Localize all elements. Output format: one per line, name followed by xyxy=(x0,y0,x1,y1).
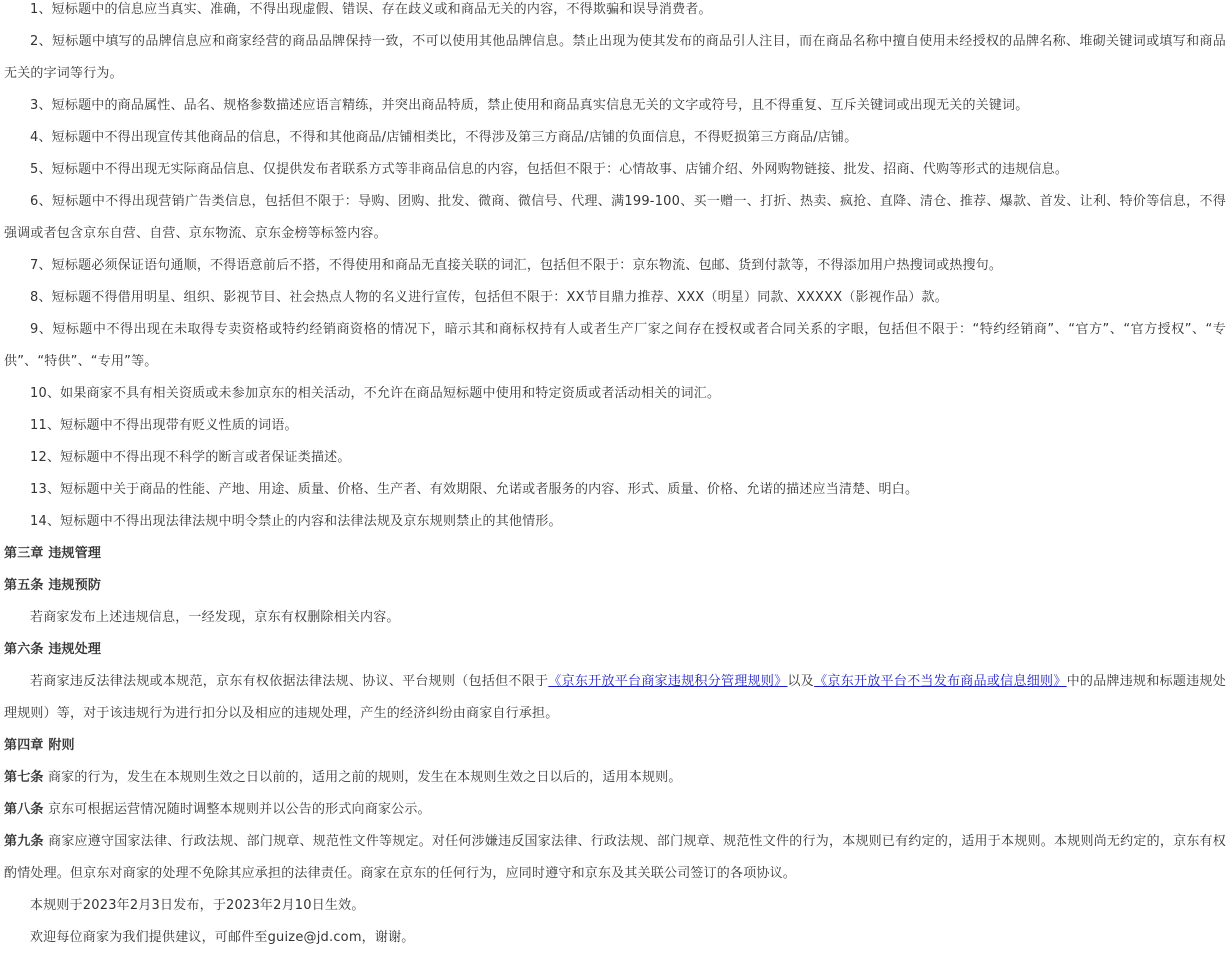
article-8-label: 第八条 xyxy=(4,802,44,817)
chapter-4-heading: 第四章 附则 xyxy=(4,738,75,753)
rule-item-2: 2、短标题中填写的品牌信息应和商家经营的商品品牌保持一致，不可以使用其他品牌信息。禁止出现为使其发布的商品引人注目，而在商品名称中擅自使用未经授权的品牌名称、堆砌关键词或填写和商品无关的字词等行为。 xyxy=(4,34,1226,81)
rule-item-13: 13、短标题中关于商品的性能、产地、用途、质量、价格、生产者、有效期限、允诺或者服务的内容、形式、质量、价格、允诺的描述应当清楚、明白。 xyxy=(30,482,919,497)
article-7-label: 第七条 xyxy=(4,770,44,785)
article-7-text: 商家的行为，发生在本规则生效之日以前的，适用之前的规则，发生在本规则生效之日以后的，适用本规则。 xyxy=(43,770,682,785)
article-5-text: 若商家发布上述违规信息，一经发现，京东有权删除相关内容。 xyxy=(30,610,400,625)
article-8-text: 京东可根据运营情况随时调整本规则并以公告的形式向商家公示。 xyxy=(43,802,431,817)
improper-listing-rules-link[interactable]: 《京东开放平台不当发布商品或信息细则》 xyxy=(814,674,1067,689)
chapter-3-heading: 第三章 违规管理 xyxy=(4,546,102,561)
article-5-heading: 第五条 违规预防 xyxy=(4,578,102,593)
rule-item-5: 5、短标题中不得出现无实际商品信息、仅提供发布者联系方式等非商品信息的内容，包括但不限于：心情故事、店铺介绍、外网购物链接、批发、招商、代购等形式的违规信息。 xyxy=(30,162,1069,177)
violation-points-rules-link[interactable]: 《京东开放平台商家违规积分管理规则》 xyxy=(548,674,788,689)
rule-item-6: 6、短标题中不得出现营销广告类信息，包括但不限于：导购、团购、批发、微商、微信号、代理、满199-100、买一赠一、打折、热卖、疯抢、直降、清仓、推荐、爆款、首发、让利、特价等信息，不得强调或者包含京东自营、自营、京东物流、京东金榜等标签内容。 xyxy=(4,194,1226,241)
article-6-heading: 第六条 违规处理 xyxy=(4,642,102,657)
rule-item-10: 10、如果商家不具有相关资质或未参加京东的相关活动，不允许在商品短标题中使用和特定资质或者活动相关的词汇。 xyxy=(30,386,721,401)
rule-item-3: 3、短标题中的商品属性、品名、规格参数描述应语言精练，并突出商品特质，禁止使用和商品真实信息无关的文字或符号，且不得重复、互斥关键词或出现无关的关键词。 xyxy=(30,98,1029,113)
article-6-text xyxy=(4,666,1226,730)
article-6-text-end: 中的品牌违规和标题违规处理规则）等，对于该违规行为进行扣分以及相应的违规处理，产生的经济纠纷由商家自行承担。 xyxy=(4,674,1226,721)
rule-item-1: 1、短标题中的信息应当真实、准确，不得出现虚假、错误、存在歧义或和商品无关的内容，不得欺骗和误导消费者。 xyxy=(30,2,712,17)
rules-document xyxy=(4,0,1226,954)
article-7-paragraph xyxy=(4,762,1226,794)
article-9-label: 第九条 xyxy=(4,834,44,849)
article-6-text-and: 以及 xyxy=(787,674,815,689)
article-9-text: 商家应遵守国家法律、行政法规、部门规章、规范性文件等规定。对任何涉嫌违反国家法律、行政法规、部门规章、规范性文件的行为，本规则已有约定的，适用于本规则。本规则尚无约定的，京东有权酌情处理。但京东对商家的处理不免除其应承担的法律责任。商家在京东的任何行为，应同时遵守和京东及其关联公司签订的各项协议。 xyxy=(4,834,1226,881)
article-9-paragraph xyxy=(4,826,1226,890)
rule-item-14: 14、短标题中不得出现法律法规中明令禁止的内容和法律法规及京东规则禁止的其他情形。 xyxy=(30,514,562,529)
effective-date-text: 本规则于2023年2月3日发布，于2023年2月10日生效。 xyxy=(30,898,365,913)
rule-item-11: 11、短标题中不得出现带有贬义性质的词语。 xyxy=(30,418,298,433)
rule-item-4: 4、短标题中不得出现宣传其他商品的信息，不得和其他商品/店铺相类比，不得涉及第三方商品/店铺的负面信息，不得贬损第三方商品/店铺。 xyxy=(30,130,858,145)
article-8-paragraph xyxy=(4,794,1226,826)
feedback-text: 欢迎每位商家为我们提供建议，可邮件至guize@jd.com，谢谢。 xyxy=(30,930,415,945)
rule-item-8: 8、短标题不得借用明星、组织、影视节目、社会热点人物的名义进行宣传，包括但不限于：XX节目鼎力推荐、XXX（明星）同款、XXXXX（影视作品）款。 xyxy=(30,290,948,305)
article-6-text-start: 若商家违反法律法规或本规范，京东有权依据法律法规、协议、平台规则（包括但不限于 xyxy=(30,674,549,689)
rule-item-7: 7、短标题必须保证语句通顺，不得语意前后不搭，不得使用和商品无直接关联的词汇，包括但不限于：京东物流、包邮、货到付款等，不得添加用户热搜词或热搜句。 xyxy=(30,258,1003,273)
rule-item-12: 12、短标题中不得出现不科学的断言或者保证类描述。 xyxy=(30,450,351,465)
rule-item-9: 9、短标题中不得出现在未取得专卖资格或特约经销商资格的情况下，暗示其和商标权持有人或者生产厂家之间存在授权或者合同关系的字眼，包括但不限于：“特约经销商”、“官方”、“官方授权”、“专供”、“特供”、“专用”等。 xyxy=(4,322,1226,369)
